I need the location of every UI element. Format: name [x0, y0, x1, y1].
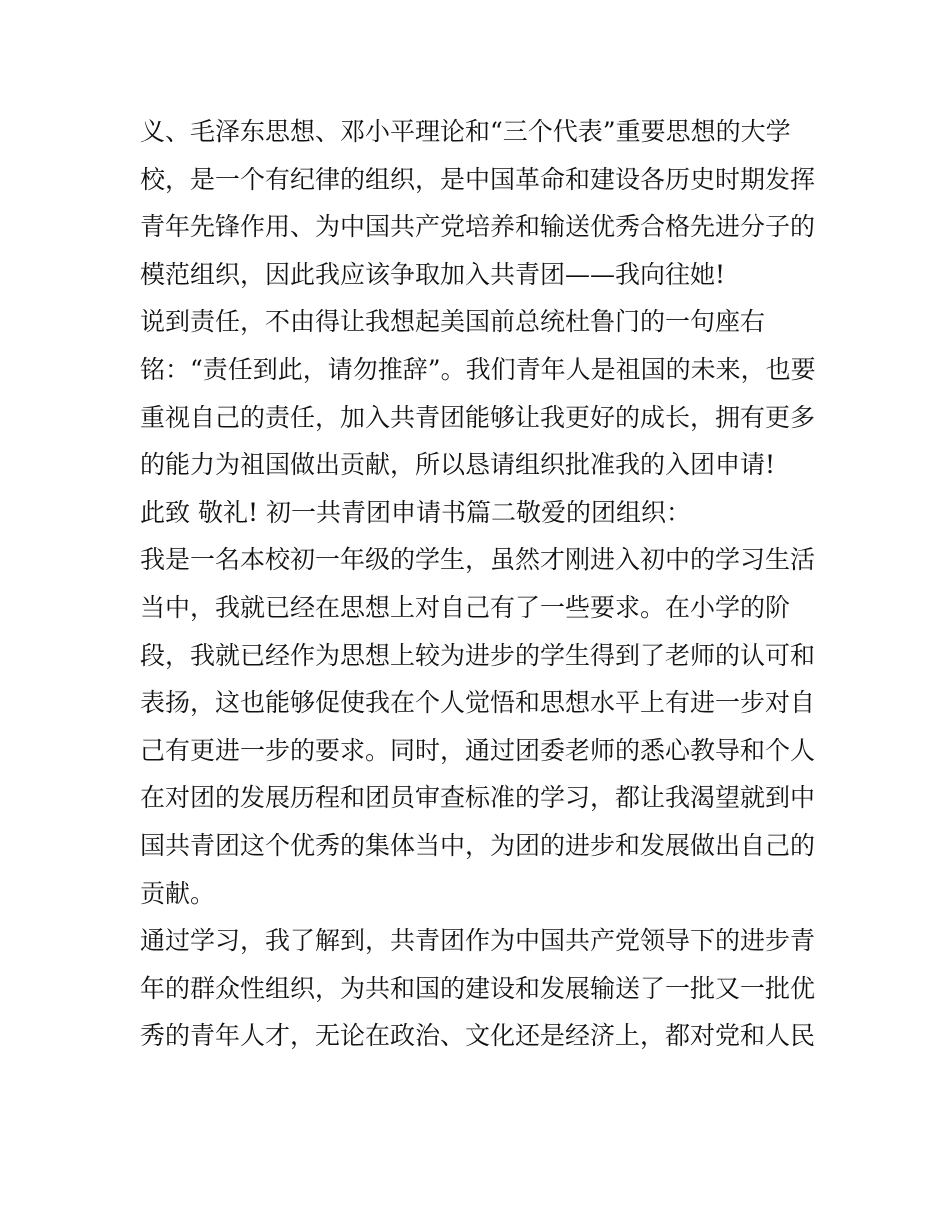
text-line: 年的群众性组织，为共和国的建设和发展输送了一批又一批优: [140, 973, 816, 1003]
text-line: 己有更进一步的要求。同时，通过团委老师的悉心教导和个人: [140, 735, 816, 765]
text-line: 说到责任，不由得让我想起美国前总统杜鲁门的一句座右: [140, 307, 766, 337]
text-line: 模范组织，因此我应该争取加入共青团——我向往她!: [140, 259, 726, 289]
text-line: 的能力为祖国做出贡献，所以恳请组织批准我的入团申请!: [140, 450, 776, 480]
text-line: 国共青团这个优秀的集体当中，为团的进步和发展做出自己的: [140, 830, 816, 860]
text-line: 校，是一个有纪律的组织，是中国革命和建设各历史时期发挥: [140, 164, 816, 194]
text-line: 贡献。: [140, 878, 216, 908]
text-line: 义、毛泽东思想、邓小平理论和“三个代表”重要思想的大学: [140, 117, 791, 146]
text-line: 通过学习，我了解到，共青团作为中国共产党领导下的进步青: [140, 926, 816, 956]
text-line: 铭：“责任到此，请勿推辞”。我们青年人是祖国的未来，也要: [140, 354, 816, 384]
text-line: 在对团的发展历程和团员审查标准的学习，都让我渴望就到中: [140, 783, 816, 813]
text-line: 表扬，这也能够促使我在个人觉悟和思想水平上有进一步对自: [140, 688, 816, 718]
document-body: [140, 108, 820, 1060]
text-line: 段，我就已经作为思想上较为进步的学生得到了老师的认可和: [140, 640, 816, 670]
text-line: 秀的青年人才，无论在政治、文化还是经济上，都对党和人民: [140, 1021, 816, 1051]
text-line: 青年先锋作用、为中国共产党培养和输送优秀合格先进分子的: [140, 212, 816, 242]
text-line: 我是一名本校初一年级的学生，虽然才刚进入初中的学习生活: [140, 545, 816, 575]
text-line: 重视自己的责任，加入共青团能够让我更好的成长，拥有更多: [140, 402, 816, 432]
text-line: 当中，我就已经在思想上对自己有了一些要求。在小学的阶: [140, 592, 791, 622]
text-line: 此致 敬礼! 初一共青团申请书篇二敬爱的团组织：: [140, 497, 691, 527]
